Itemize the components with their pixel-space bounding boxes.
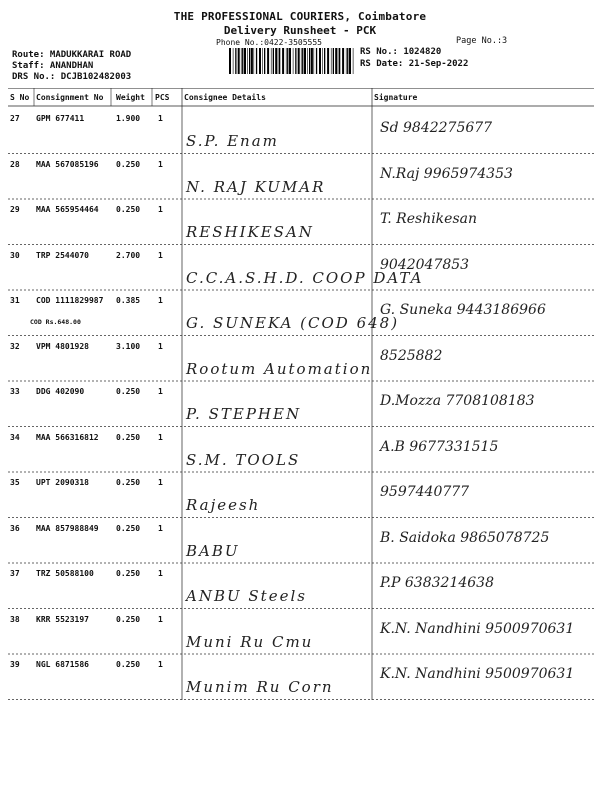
barcode-bar bbox=[311, 48, 313, 74]
row-weight: 0.385 bbox=[116, 296, 141, 305]
row-weight: 2.700 bbox=[116, 250, 141, 260]
row-sno: 29 bbox=[10, 205, 20, 214]
page-number: Page No.:3 bbox=[456, 36, 508, 46]
row-pcs: 1 bbox=[158, 296, 163, 305]
barcode-bar bbox=[271, 48, 272, 74]
row-sno: 35 bbox=[10, 478, 20, 487]
barcode-bar bbox=[295, 48, 296, 74]
barcode-bar bbox=[293, 48, 294, 74]
barcode-bar bbox=[333, 48, 334, 74]
row-weight: 0.250 bbox=[116, 660, 141, 669]
row-signature: K.N. Nandhini 9500970631 bbox=[380, 620, 575, 637]
row-sno: 36 bbox=[10, 523, 20, 533]
row-pcs: 1 bbox=[158, 432, 163, 442]
row-sno: 32 bbox=[10, 341, 20, 351]
row-weight: 0.250 bbox=[116, 159, 141, 169]
route-label: Route: MADUKKARAI ROAD bbox=[12, 50, 132, 60]
row-signature: T. Reshikesan bbox=[380, 211, 478, 227]
barcode-bar bbox=[301, 48, 302, 74]
barcode-bar bbox=[298, 48, 300, 74]
row-weight: 3.100 bbox=[116, 341, 141, 351]
barcode-bar bbox=[314, 48, 315, 74]
rs-date: RS Date: 21-Sep-2022 bbox=[360, 59, 469, 69]
col-pcs: PCS bbox=[155, 93, 170, 102]
staff-label: Staff: ANANDHAN bbox=[12, 61, 94, 71]
row-weight: 0.250 bbox=[116, 432, 141, 442]
barcode-bar bbox=[319, 48, 321, 74]
row-sno: 33 bbox=[10, 387, 20, 396]
row-consignee-name: N. RAJ KUMAR bbox=[186, 177, 326, 196]
barcode-bar bbox=[241, 48, 242, 74]
barcode-bar bbox=[338, 48, 339, 74]
row-signature: A.B 9677331515 bbox=[380, 438, 499, 455]
row-consignee-name: BABU bbox=[186, 541, 240, 560]
barcode-bar bbox=[247, 48, 248, 74]
row-consignee-name: Rajeesh bbox=[186, 496, 261, 514]
row-signature: G. Suneka 9443186966 bbox=[380, 302, 546, 318]
barcode-bar bbox=[287, 48, 288, 74]
barcode-bar bbox=[256, 48, 257, 74]
row-consignee-name: RESHIKESAN bbox=[186, 223, 314, 241]
row-signature: N.Raj 9965974353 bbox=[380, 165, 513, 182]
row-sno: 27 bbox=[10, 114, 20, 123]
row-consignment-no: COD 1111829987 bbox=[36, 296, 104, 305]
row-consignment-no: VPM 4801928 bbox=[36, 341, 89, 351]
barcode-bar bbox=[233, 48, 234, 74]
row-weight: 0.250 bbox=[116, 523, 141, 533]
row-consignee-name: S.P. Enam bbox=[186, 132, 279, 150]
row-consignment-no: MAA 857988849 bbox=[36, 523, 99, 533]
row-signature: Sd 9842275677 bbox=[380, 120, 493, 136]
barcode-bar bbox=[335, 48, 337, 74]
barcode-bar bbox=[331, 48, 332, 74]
row-consignee-name: P. STEPHEN bbox=[186, 405, 302, 423]
barcode-bar bbox=[273, 48, 274, 74]
barcode-bar bbox=[262, 48, 263, 74]
barcode-bar bbox=[322, 48, 323, 74]
barcode-bar bbox=[342, 48, 344, 74]
row-pcs: 1 bbox=[158, 387, 163, 396]
row-consignee-name: C.C.A.S.H.D. COOP DATA bbox=[186, 268, 424, 287]
row-signature: D.Mozza 7708108183 bbox=[380, 393, 535, 409]
barcode-bar bbox=[286, 48, 287, 74]
barcode-bar bbox=[242, 48, 243, 74]
row-sno: 34 bbox=[10, 432, 20, 442]
barcode-bar bbox=[244, 48, 246, 74]
drs-number: DRS No.: DCJB102482003 bbox=[12, 72, 132, 82]
row-weight: 0.250 bbox=[116, 205, 141, 214]
row-consignment-no: GPM 677411 bbox=[36, 114, 85, 123]
col-sno: S No bbox=[10, 93, 30, 102]
row-pcs: 1 bbox=[158, 341, 163, 351]
barcode bbox=[229, 48, 355, 74]
barcode-bar bbox=[235, 48, 236, 74]
row-weight: 1.900 bbox=[116, 114, 141, 123]
col-consignee-details: Consignee Details bbox=[184, 93, 266, 102]
row-consignment-no: MAA 567085196 bbox=[36, 159, 99, 169]
row-sno: 30 bbox=[10, 250, 20, 260]
col-weight: Weight bbox=[116, 93, 145, 102]
barcode-bar bbox=[347, 48, 348, 74]
row-pcs: 1 bbox=[158, 523, 163, 533]
row-signature: B. Saidoka 9865078725 bbox=[380, 529, 550, 546]
barcode-bar bbox=[302, 48, 303, 74]
row-pcs: 1 bbox=[158, 614, 163, 624]
row-consignment-no: MAA 566316812 bbox=[36, 432, 99, 442]
row-pcs: 1 bbox=[158, 569, 163, 578]
row-consignee-name: G. SUNEKA (COD 648) bbox=[186, 314, 400, 332]
barcode-bar bbox=[353, 48, 354, 74]
row-weight: 0.250 bbox=[116, 569, 141, 578]
barcode-bar bbox=[304, 48, 306, 74]
rs-number: RS No.: 1024820 bbox=[360, 47, 442, 57]
col-consignment: Consignment No bbox=[36, 93, 104, 102]
barcode-bar bbox=[278, 48, 279, 74]
row-consignment-no: DDG 402090 bbox=[36, 387, 85, 396]
row-pcs: 1 bbox=[158, 205, 163, 214]
row-weight: 0.250 bbox=[116, 614, 141, 624]
row-consignment-no: KRR 5523197 bbox=[36, 614, 89, 624]
row-signature: K.N. Nandhini 9500970631 bbox=[380, 666, 575, 682]
barcode-bar bbox=[324, 48, 325, 74]
barcode-bar bbox=[309, 48, 310, 74]
barcode-bar bbox=[275, 48, 277, 74]
row-cod-amount: COD Rs.648.00 bbox=[30, 318, 81, 326]
row-consignment-no: TRP 2544070 bbox=[36, 250, 89, 260]
row-pcs: 1 bbox=[158, 250, 163, 260]
barcode-bar bbox=[267, 48, 269, 74]
barcode-bar bbox=[339, 48, 340, 74]
barcode-bar bbox=[289, 48, 291, 74]
barcode-bar bbox=[229, 48, 231, 74]
row-signature: 9597440777 bbox=[380, 484, 470, 500]
col-signature: Signature bbox=[374, 93, 418, 102]
barcode-bar bbox=[238, 48, 240, 74]
row-sno: 28 bbox=[10, 159, 20, 169]
row-sno: 37 bbox=[10, 569, 20, 578]
row-signature: 8525882 bbox=[380, 347, 443, 364]
row-consignee-name: S.M. TOOLS bbox=[186, 450, 301, 469]
row-sno: 38 bbox=[10, 614, 20, 624]
barcode-bar bbox=[282, 48, 284, 74]
barcode-bar bbox=[254, 48, 255, 74]
barcode-bar bbox=[316, 48, 317, 74]
row-consignment-no: TRZ 50588100 bbox=[36, 569, 94, 578]
row-weight: 0.250 bbox=[116, 387, 141, 396]
row-consignee-name: Muni Ru Cmu bbox=[186, 632, 314, 651]
barcode-bar bbox=[251, 48, 253, 74]
barcode-bar bbox=[279, 48, 280, 74]
barcode-bar bbox=[264, 48, 265, 74]
row-consignment-no: MAA 565954464 bbox=[36, 205, 99, 214]
row-pcs: 1 bbox=[158, 660, 163, 669]
company-title: THE PROFESSIONAL COURIERS, Coimbatore bbox=[173, 10, 427, 23]
row-consignee-name: Munim Ru Corn bbox=[186, 678, 334, 696]
row-sno: 31 bbox=[10, 296, 20, 305]
barcode-bar bbox=[307, 48, 308, 74]
barcode-bar bbox=[249, 48, 250, 74]
row-weight: 0.250 bbox=[116, 478, 141, 487]
row-signature: 9042047853 bbox=[380, 256, 470, 273]
row-pcs: 1 bbox=[158, 478, 163, 487]
phone-number: Phone No.:0422-3505555 bbox=[216, 38, 322, 47]
row-consignee-name: ANBU Steels bbox=[186, 587, 307, 605]
row-consignment-no: UPT 2090318 bbox=[36, 478, 89, 487]
barcode-bar bbox=[259, 48, 261, 74]
runsheet-subtitle: Delivery Runsheet - PCK bbox=[223, 24, 377, 37]
row-sno: 39 bbox=[10, 660, 20, 669]
barcode-bar bbox=[349, 48, 351, 74]
row-consignment-no: NGL 6871586 bbox=[36, 660, 89, 669]
row-signature: P.P 6383214638 bbox=[380, 575, 494, 591]
row-consignee-name: Rootum Automation bbox=[186, 359, 373, 378]
row-pcs: 1 bbox=[158, 114, 163, 123]
barcode-bar bbox=[327, 48, 329, 74]
row-pcs: 1 bbox=[158, 159, 163, 169]
barcode-bar bbox=[346, 48, 347, 74]
